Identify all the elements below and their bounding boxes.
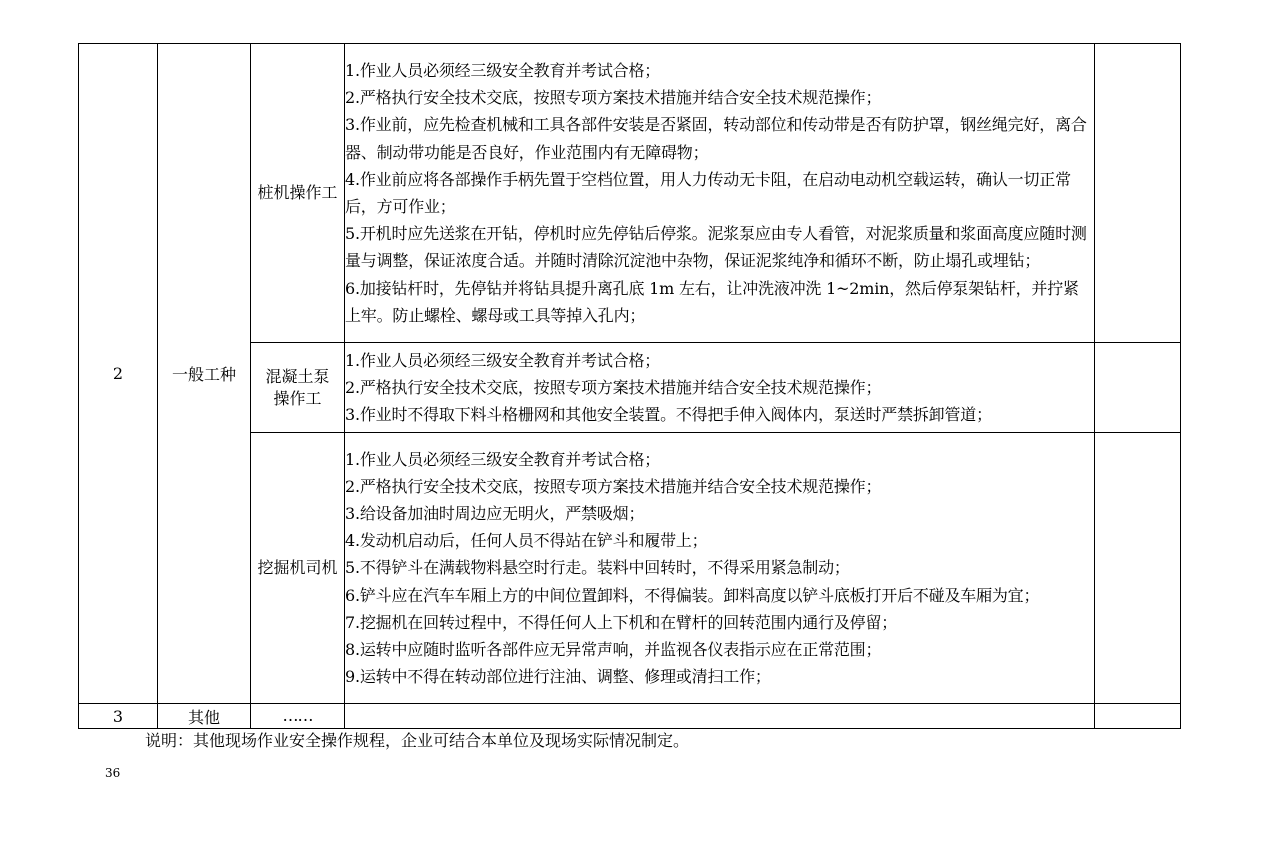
category-cell: 其他	[158, 704, 251, 729]
row-number: 3	[79, 704, 158, 729]
list-item: 6.铲斗应在汽车车厢上方的中间位置卸料，不得偏装。卸料高度以铲斗底板打开后不碰及车厢为宜；	[345, 585, 1040, 605]
role-cell: 桩机操作工	[251, 44, 345, 343]
rules-cell	[345, 343, 1095, 433]
remarks-cell	[1095, 433, 1181, 704]
remarks-cell	[1095, 44, 1181, 343]
remarks-cell	[1095, 704, 1181, 729]
table-row	[79, 704, 1181, 729]
list-item: 5.不得铲斗在满载物料悬空时行走。装料中回转时，不得采用紧急制动；	[345, 558, 850, 578]
list-item: 3.给设备加油时周边应无明火，严禁吸烟；	[345, 503, 645, 523]
table-row	[79, 44, 1181, 343]
page-number: 36	[105, 766, 121, 780]
rules-list	[345, 347, 1094, 429]
rules-cell	[345, 44, 1095, 343]
role-cell: ……	[251, 704, 345, 729]
list-item: 5.开机时应先送浆在开钻，停机时应先停钻后停浆。泥浆泵应由专人看管，对泥浆质量和浆面高度应随时测量与调整，保证浓度合适。并随时清除沉淀池中杂物，保证泥浆纯净和循环不断，防止塌孔或埋钻；	[345, 224, 1087, 271]
table-footnote: 说明：其他现场作业安全操作规程，企业可结合本单位及现场实际情况制定。	[145, 731, 690, 750]
row-number: 2	[79, 44, 158, 704]
list-item: 6.加接钻杆时，先停钻并将钻具提升离孔底 1m 左右，让冲洗液冲洗 1~2min，然后停泵架钻杆，并拧紧上牢。防止螺栓、螺母或工具等掉入孔内；	[345, 278, 1079, 325]
safety-rules-table	[78, 43, 1181, 729]
remarks-cell	[1095, 343, 1181, 433]
list-item: 1.作业人员必须经三级安全教育并考试合格；	[345, 449, 661, 469]
list-item: 2.严格执行安全技术交底，按照专项方案技术措施并结合安全技术规范操作；	[345, 377, 882, 397]
list-item: 4.作业前应将各部操作手柄先置于空档位置，用人力传动无卡阻，在启动电动机空载运转，确认一切正常后，方可作业；	[345, 169, 1071, 216]
role-label: 混凝土泵操作工	[265, 366, 330, 408]
list-item: 4.发动机启动后，任何人员不得站在铲斗和履带上；	[345, 531, 708, 551]
list-item: 2.严格执行安全技术交底，按照专项方案技术措施并结合安全技术规范操作；	[345, 476, 882, 496]
list-item: 9.运转中不得在转动部位进行注油、调整、修理或清扫工作；	[345, 667, 771, 687]
list-item: 3.作业前，应先检查机械和工具各部件安装是否紧固，转动部位和传动带是否有防护罩，钢丝绳完好，离合器、制动带功能是否良好，作业范围内有无障碍物；	[345, 115, 1087, 162]
rules-cell	[345, 433, 1095, 704]
list-item: 7.挖掘机在回转过程中，不得任何人上下机和在臂杆的回转范围内通行及停留；	[345, 612, 898, 632]
category-cell: 一般工种	[158, 44, 251, 704]
list-item: 8.运转中应随时监听各部件应无异常声响，并监视各仪表指示应在正常范围；	[345, 640, 882, 659]
list-item: 1.作业人员必须经三级安全教育并考试合格；	[345, 350, 661, 370]
rules-list	[345, 57, 1094, 329]
role-cell	[251, 343, 345, 433]
rules-list	[345, 446, 1094, 691]
list-item: 2.严格执行安全技术交底，按照专项方案技术措施并结合安全技术规范操作；	[345, 88, 882, 108]
role-cell: 挖掘机司机	[251, 433, 345, 704]
list-item: 1.作业人员必须经三级安全教育并考试合格；	[345, 60, 661, 80]
rules-cell	[345, 704, 1095, 729]
list-item: 3.作业时不得取下料斗格栅网和其他安全装置。不得把手伸入阀体内，泵送时严禁拆卸管道；	[345, 405, 992, 425]
